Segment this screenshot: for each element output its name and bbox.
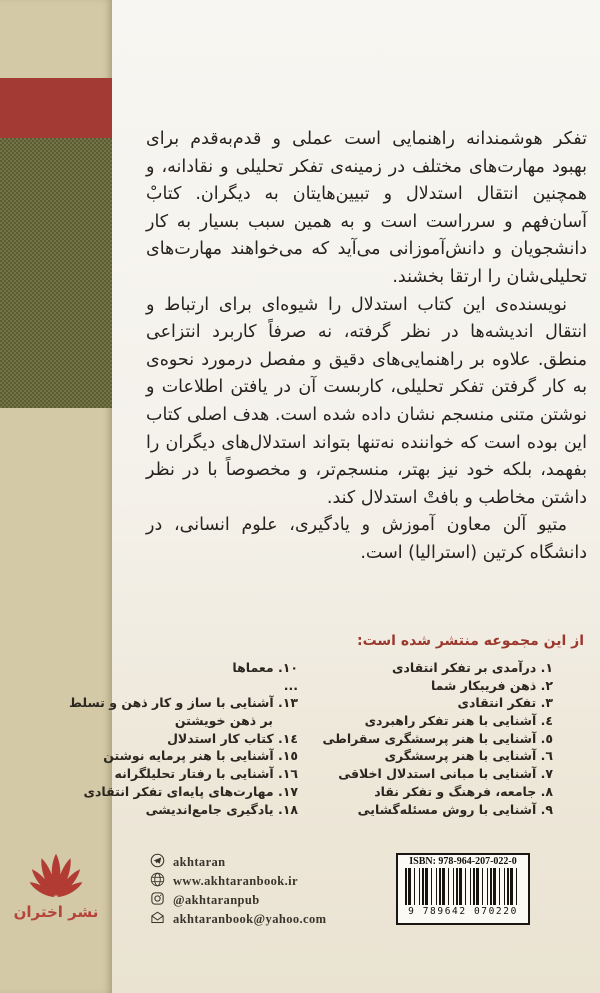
isbn-label: ISBN: 978-964-207-022-0 xyxy=(409,856,517,867)
publisher-logo xyxy=(0,848,112,921)
series-item: ٦. آشنایی با هنر پرسشگری xyxy=(384,748,553,764)
lotus-flower-icon xyxy=(0,848,112,900)
series-item: ١٤. کتاب کار استدلال xyxy=(167,730,298,746)
telegram-icon xyxy=(150,853,165,872)
series-item: ١٥. آشنایی با هنر پرمایه نوشتن xyxy=(103,748,298,764)
red-accent-block xyxy=(0,78,112,138)
contact-row-telegram xyxy=(150,853,326,872)
series-item: ٥. آشنایی با هنر پرسشگری سقراطی xyxy=(322,730,553,746)
email-icon xyxy=(150,910,165,929)
series-item: ١٣. آشنایی با ساز و کار ذهن و تسلط xyxy=(68,695,298,711)
series-item: ١٧. مهارت‌های پایه‌ای تفکر انتقادی xyxy=(83,783,298,799)
series-item: ٤. آشنایی با هنر تفکر راهبردی xyxy=(364,713,553,729)
series-list-left xyxy=(68,659,298,818)
series-item: ٢. ذهن فریبکار شما xyxy=(430,677,553,693)
email-address: akhtaranbook@yahoo.com xyxy=(173,912,327,926)
series-item-ellipsis: ... xyxy=(283,677,298,693)
olive-pattern-block xyxy=(0,138,112,408)
globe-icon xyxy=(150,872,165,891)
barcode-bars xyxy=(405,868,521,905)
blurb-paragraph-1: تفکر هوشمندانه راهنمایی است عملی و قدم‌به‌قدم برای بهبود مهارت‌های مختلف در زمینه‌ی تفکر تحلیلی و نقادانه، و همچنین انتقال استدلال و تبیین‌هایتان به دیگران. کتابْ آسان‌فهم و سرراست است و به همین سبب بسیار به کار دانشجویان و دانش‌آموزانی می‌آید که می‌خواهند مهارت‌های تحلیلی‌شان را ارتقا بخشند. xyxy=(146,129,587,287)
isbn-barcode-box xyxy=(396,853,530,925)
contact-row-email xyxy=(150,910,326,929)
series-item: ١٦. آشنایی با رفتار تحلیلگرانه xyxy=(114,766,298,782)
series-item: ١٨. یادگیری جامع‌اندیشی xyxy=(145,801,298,817)
series-item: ٣. تفکر انتقادی xyxy=(457,695,553,711)
telegram-handle: akhtaran xyxy=(173,855,226,869)
blurb-paragraph-2: نویسنده‌ی این کتاب استدلال را شیوه‌ای برای ارتباط و انتقال اندیشه‌ها در نظر گرفته، نه صرفاً کاربرد انتزاعی منطق. علاوه بر راهنمایی‌های دقیق و مفصل درمورد نحوه‌ی به کار گرفتن تفکر تحلیلی، کاربست آن در یافتن اطلاعات و نوشتن متنی منسجم نشان داده شده است. هدف اصلی کتاب این بوده است که خواننده نه‌تنها بتواند استدلال‌های دیگران را بفهمد، بلکه خود نیز بهتر، منسجم‌تر، و مخصوصاً با در نظر داشتن مخاطب و بافتْ استدلال کند. xyxy=(146,294,587,508)
series-item-continuation: بر ذهن خویشتن xyxy=(174,713,273,729)
series-heading: از این مجموعه منتشر شده است: xyxy=(356,633,584,649)
contact-row-website xyxy=(150,872,326,891)
series-item: ٩. آشنایی با روش مسئله‌گشایی xyxy=(357,801,553,817)
series-item: ١. درآمدی بر تفکر انتقادی xyxy=(392,660,553,675)
website-url: www.akhtaranbook.ir xyxy=(173,874,298,888)
instagram-icon xyxy=(150,891,165,910)
series-list-right xyxy=(322,659,553,818)
contact-row-instagram xyxy=(150,891,326,910)
series-item: ٧. آشنایی با مبانی استدلال اخلاقی xyxy=(338,766,553,782)
publisher-name: نشر اختران xyxy=(13,903,99,921)
contact-list xyxy=(150,853,326,929)
barcode-digits: 9 789642 070220 xyxy=(408,906,518,917)
blurb xyxy=(146,126,587,568)
series-item: ١٠. معماها xyxy=(232,660,298,675)
series-item: ٨. جامعه، فرهنگ و تفکر نقاد xyxy=(374,783,553,799)
blurb-paragraph-3: متیو آلن معاون آموزش و یادگیری، علوم انسانی، در دانشگاه کرتین (استرالیا) است. xyxy=(146,515,587,563)
instagram-handle: @akhtaranpub xyxy=(173,893,260,907)
